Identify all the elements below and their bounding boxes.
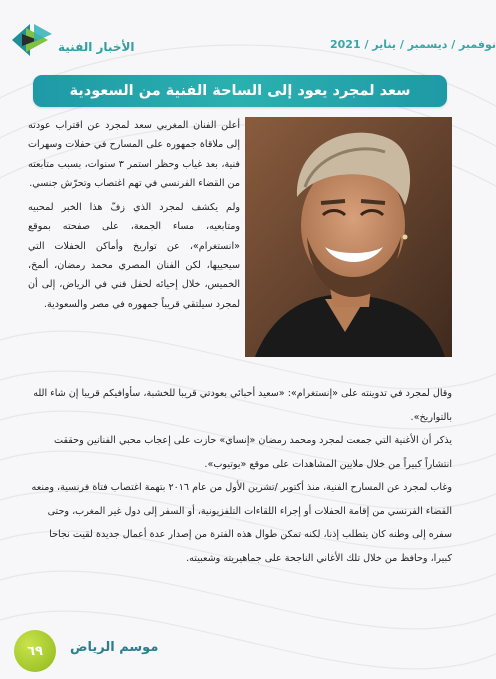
body-paragraph: وغاب لمجرد عن المسارح الفنية، منذ أكتوبر /تشرين الأول من عام ٢٠١٦ بتهمة اغتصاب فتاة فرنسية، ومنعه القضاء الفرنسي من إقامة الحفلات أو إجراء اللقاءات التلفزيونية، أو السفر إلى دول غير المغرب، وحتى سفره إلى وطنه كان يتطلب إذنا، لكنه تمكن طوال هذه الفترة من إصدار عدة أعمال جديدة لقيت نجاحا كبيرا، وحافظ من خلال تلك الأغاني الناجحة على جماهيريته وشعبيته. bbox=[31, 482, 452, 564]
column-paragraph: ولم يكشف لمجرد الذي زفّ هذا الخبر لمحبيه ومتابعيه، مساء الجمعة، على صفحته بموقع «انستغرام»، عن تواريخ وأماكن الحفلات التي سيحييها، لكن الفنان المصري محمد رمضان، ألمحَ، الخميس، خلال إحيائه لحفل فني في الرياض، إلى أن لمجرد سيلتقي قريباً جمهوره في مصر والسعودية. bbox=[28, 202, 240, 310]
logo-text: الأخبار الفنية bbox=[58, 40, 135, 54]
footer-label: موسم الرياض bbox=[70, 640, 159, 655]
article-body-text bbox=[28, 382, 452, 570]
article-title-bar bbox=[33, 75, 447, 107]
article-column-text bbox=[28, 116, 240, 319]
body-paragraph: وقال لمجرد في تدوينته على «إنستغرام»: «سعيد أحبائي بعودتي قريبا للخشبة، سأوافيكم قريبا إن شاء الله بالتواريخ». bbox=[33, 388, 452, 423]
article-title: سعد لمجرد يعود إلى الساحة الفنية من السعودية bbox=[69, 83, 411, 99]
body-paragraph: يذكر أن الأغنية التي جمعت لمجرد ومحمد رمضان «إنساي» حازت على إعجاب محبي الفنانين وحققت انتشاراً كبيراً من خلال ملايين المشاهدات على موقع «يوتيوب». bbox=[54, 435, 452, 470]
issue-date: نوفمبر / ديسمبر / يناير / 2021 bbox=[330, 38, 496, 51]
page-header bbox=[0, 0, 496, 72]
page-number: ٦٩ bbox=[27, 643, 43, 659]
column-paragraph: أعلن الفنان المغربي سعد لمجرد عن اقتراب عودته إلى ملاقاة جمهوره على المسارح في حفلات وسهرات فنية، بعد غياب وحظر استمر ٣ سنوات، بسبب متابعته من القضاء الفرنسي في تهم اغتصاب وتحرّش جنسي. bbox=[28, 120, 241, 189]
artist-portrait-image bbox=[245, 117, 452, 357]
page-number-badge bbox=[14, 630, 56, 672]
artist-photo bbox=[245, 117, 452, 357]
